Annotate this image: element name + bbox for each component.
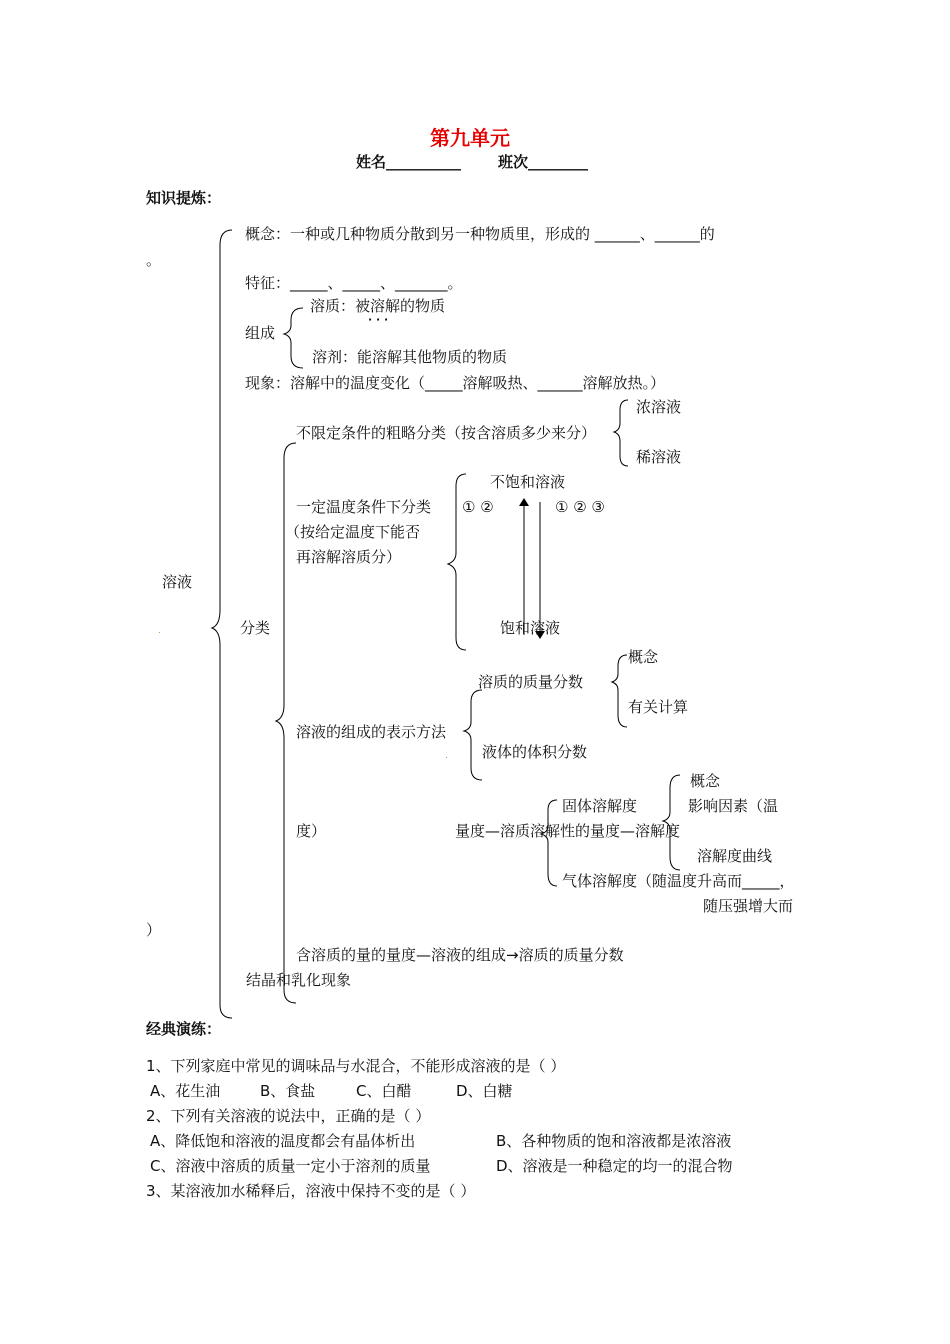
mass-fraction-calculation: 有关计算 xyxy=(628,698,689,716)
composition-expr-line: 溶液的组成的表示方法 xyxy=(296,723,447,741)
concentration-brace xyxy=(614,400,628,466)
solubility-brace xyxy=(541,800,557,886)
mass-fraction-concept: 概念 xyxy=(628,648,659,666)
volume-fraction-label: 液体的体积分数 xyxy=(482,743,588,761)
degree-close-label: 度） xyxy=(296,822,327,840)
question-3-stem: 3、某溶液加水稀释后，溶液中保持不变的是（ ） xyxy=(146,1182,476,1200)
solute-line: 溶质：被溶解的物质 xyxy=(310,297,446,315)
solubility-measure-line: 量度—溶质溶解性的量度—溶解度 xyxy=(455,822,681,840)
quantity-line: 含溶质的量的量度—溶液的组成→溶质的质量分数 xyxy=(296,946,624,964)
mass-fraction-brace xyxy=(612,655,627,727)
stray-dot: 。 xyxy=(146,251,162,269)
conversion-marks-right: ① ② ③ xyxy=(555,498,605,516)
phenomenon-line: 现象：溶解中的温度变化（_____溶解吸热、______溶解放热。） xyxy=(245,374,666,392)
page-title: 第九单元 xyxy=(430,126,510,150)
question-2-option-a: A、降低饱和溶液的温度都会有晶体析出 xyxy=(150,1132,416,1150)
question-1-option-d: D、白糖 xyxy=(456,1082,513,1100)
composition-label: 组成 xyxy=(245,324,276,342)
knowledge-section-heading: 知识提炼： xyxy=(146,189,222,207)
emphasis-dots: · · · xyxy=(368,313,389,326)
question-1-option-a: A、花生油 xyxy=(150,1082,221,1100)
pressure-line: 随压强增大而 xyxy=(703,897,794,915)
features-line: 特征：_____、_____、_______。 xyxy=(245,274,463,292)
name-field-label: 姓名__________ xyxy=(356,153,462,171)
main-brace xyxy=(212,230,232,1018)
question-2-option-b: B、各种物质的饱和溶液都是浓溶液 xyxy=(496,1132,732,1150)
question-2-option-c: C、溶液中溶质的质量一定小于溶剂的质量 xyxy=(150,1157,431,1175)
concentrated-label: 浓溶液 xyxy=(636,398,682,416)
classification-label: 分类 xyxy=(240,619,271,637)
gas-solubility-line: 气体溶解度（随温度升高而_____， xyxy=(562,872,795,890)
dilute-label: 稀溶液 xyxy=(636,448,682,466)
class-field-label: 班次________ xyxy=(498,153,589,171)
question-1-option-c: C、白醋 xyxy=(356,1082,412,1100)
temp-class-line: 一定温度条件下分类 xyxy=(296,498,432,516)
question-1-option-b: B、食盐 xyxy=(260,1082,316,1100)
root-solution-label: 溶液 xyxy=(162,573,193,591)
stray-paren: ） xyxy=(146,921,162,939)
temp-class-note-1: （按给定温度下能否 xyxy=(285,523,421,541)
concept-line: 概念：一种或几种物质分散到另一种物质里，形成的 ______、______的 xyxy=(245,225,715,243)
solubility-curve-label: 溶解度曲线 xyxy=(697,847,773,865)
question-2-option-d: D、溶液是一种稳定的均一的混合物 xyxy=(496,1157,733,1175)
solvent-line: 溶剂：能溶解其他物质的物质 xyxy=(312,348,508,366)
question-2-stem: 2、下列有关溶液的说法中，正确的是（ ） xyxy=(146,1107,431,1125)
solubility-concept: 概念 xyxy=(690,772,721,790)
solid-solubility-label: 固体溶解度 xyxy=(562,797,638,815)
conversion-marks-left: ① ② xyxy=(462,498,494,516)
saturated-label: 饱和溶液 xyxy=(500,619,561,637)
temp-class-note-2: 再溶解溶质分） xyxy=(296,548,402,566)
unsaturated-label: 不饱和溶液 xyxy=(490,473,566,491)
rough-class-line: 不限定条件的粗略分类（按含溶质多少来分） xyxy=(296,424,597,442)
crystal-label: 结晶和乳化现象 xyxy=(246,971,352,989)
practice-section-heading: 经典演练： xyxy=(146,1020,222,1038)
mass-fraction-label: 溶质的质量分数 xyxy=(478,673,584,691)
influence-factors-label: 影响因素（温 xyxy=(688,797,779,815)
question-1-stem: 1、下列家庭中常见的调味品与水混合，不能形成溶液的是（ ） xyxy=(146,1057,566,1075)
composition-expr-brace xyxy=(464,690,482,780)
composition-brace xyxy=(284,308,303,368)
